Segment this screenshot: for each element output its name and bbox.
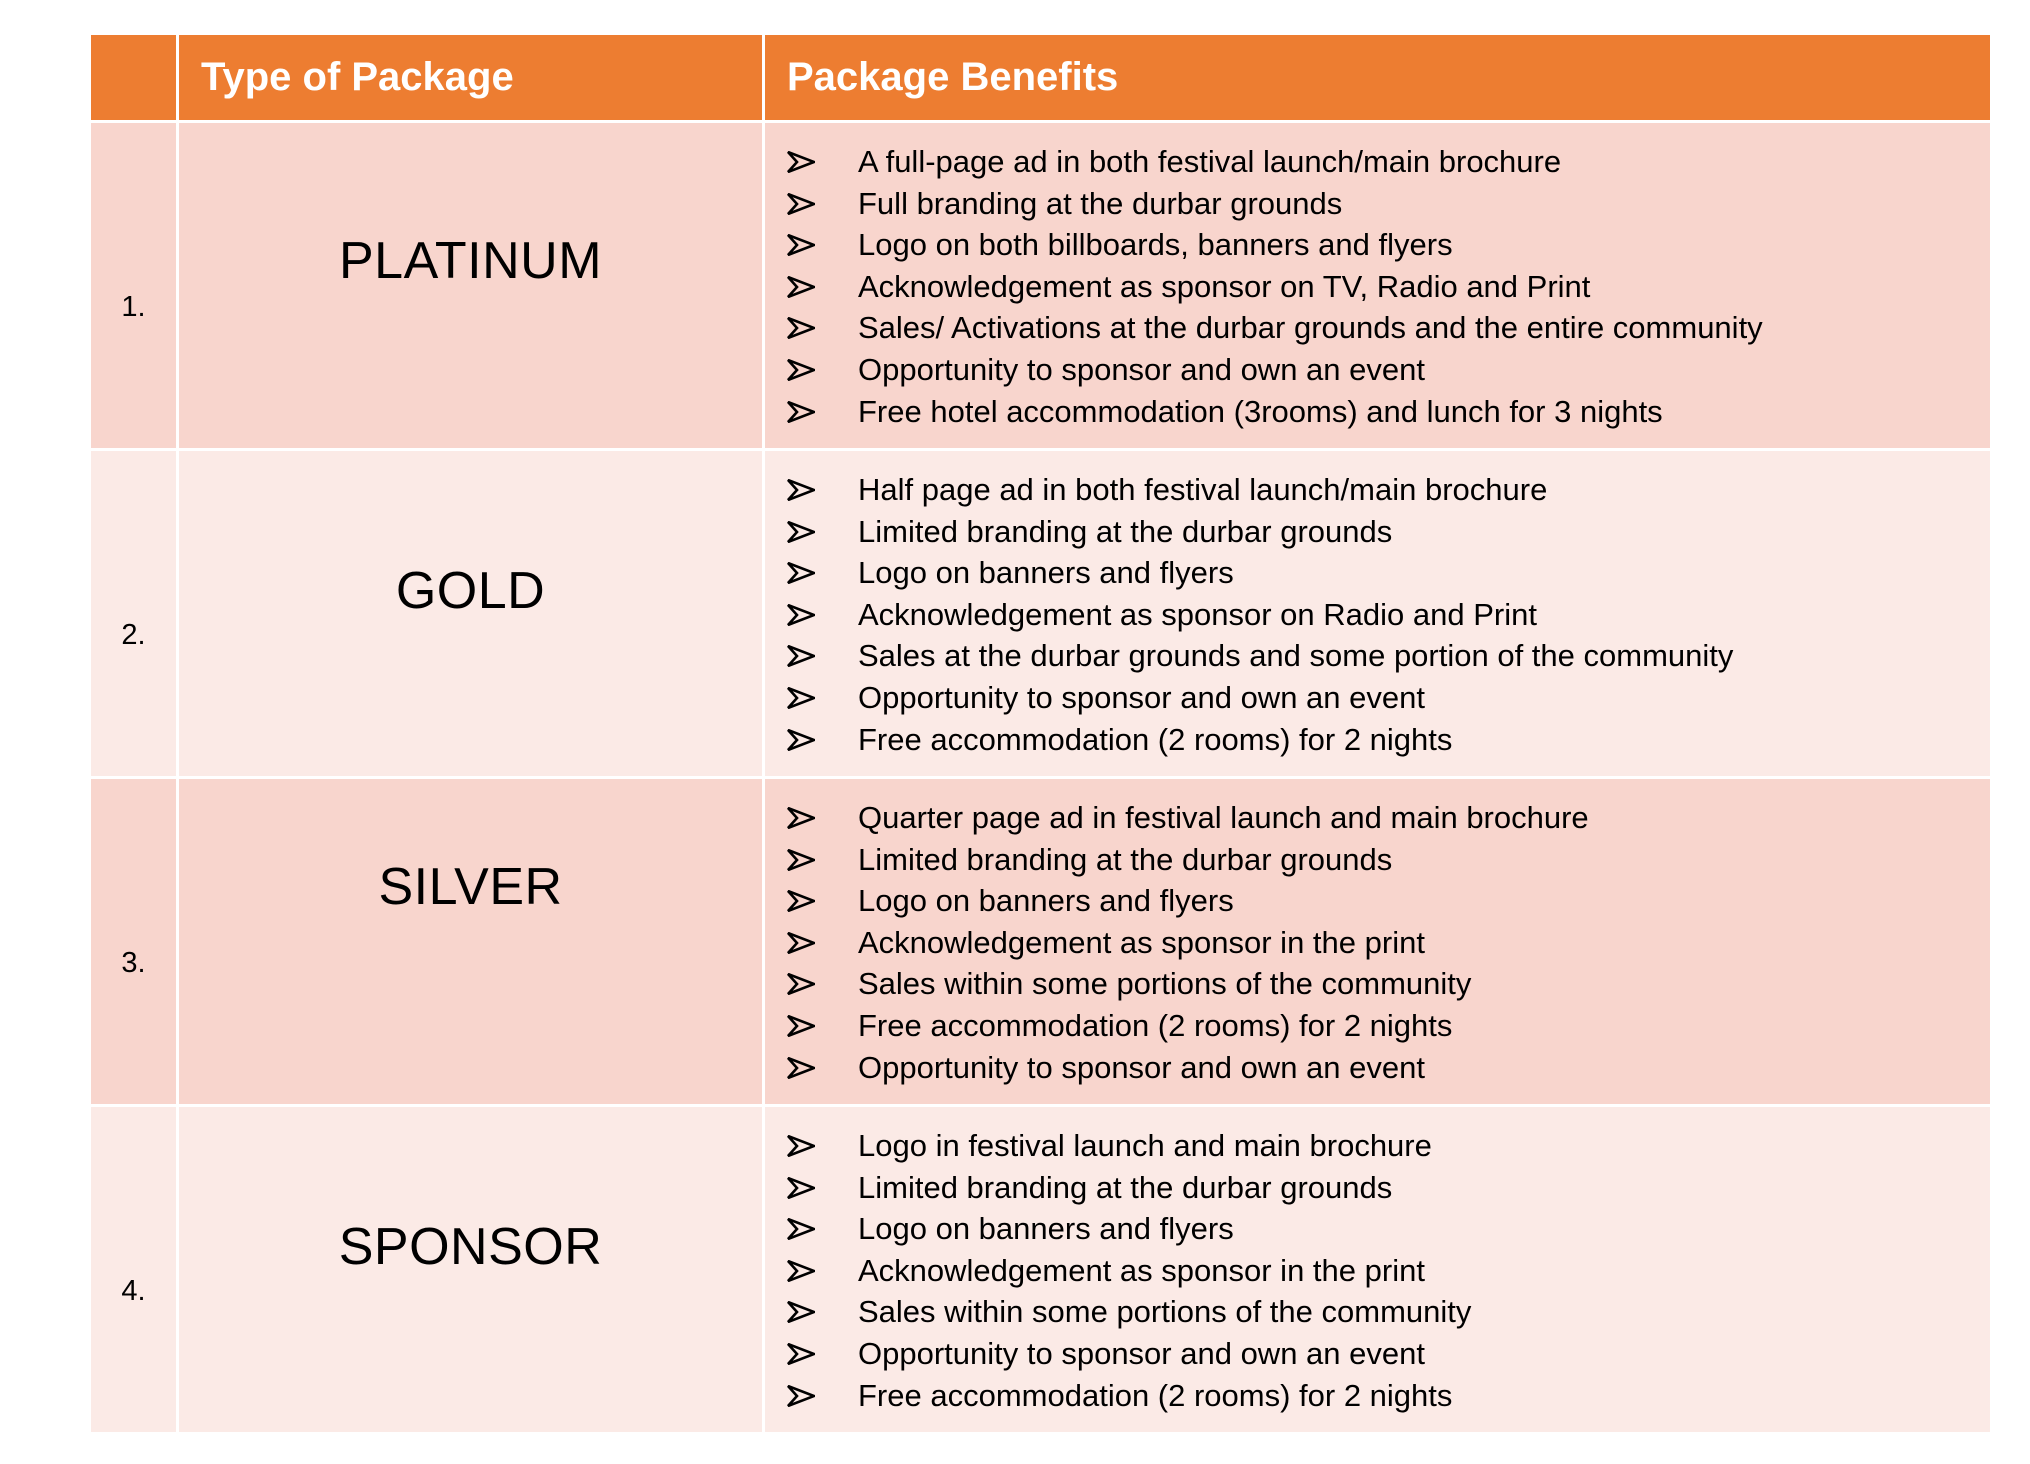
benefit-text: Logo on both billboards, banners and flyers <box>858 227 1453 263</box>
arrowhead-bullet-icon <box>787 807 815 829</box>
benefit-list <box>765 797 1990 1088</box>
benefit-item <box>765 635 1990 677</box>
benefit-text: Free accommodation (2 rooms) for 2 nights <box>858 1377 1453 1413</box>
benefit-item <box>765 183 1990 225</box>
benefit-text: Logo on banners and flyers <box>858 555 1234 591</box>
benefit-text: Sales/ Activations at the durbar grounds and the entire community <box>858 310 1763 346</box>
benefit-text: Free hotel accommodation (3rooms) and lunch for 3 nights <box>858 393 1663 429</box>
package-type-cell <box>178 778 764 1106</box>
benefit-list <box>765 141 1990 432</box>
benefit-text: Logo on banners and flyers <box>858 1211 1234 1247</box>
benefit-text: Limited branding at the durbar grounds <box>858 841 1393 877</box>
benefit-item <box>765 511 1990 553</box>
arrowhead-bullet-icon <box>787 645 815 667</box>
package-number-cell <box>90 778 178 1106</box>
benefit-item <box>765 1333 1990 1375</box>
package-name: GOLD <box>395 562 546 620</box>
package-number-cell <box>90 450 178 778</box>
arrowhead-bullet-icon <box>787 1343 815 1365</box>
header-number-cell <box>90 34 178 122</box>
benefit-item <box>765 1375 1990 1417</box>
benefit-text: Acknowledgement as sponsor in the print <box>858 1252 1425 1288</box>
benefit-item <box>765 141 1990 183</box>
benefit-text: Opportunity to sponsor and own an event <box>858 351 1425 387</box>
benefit-item <box>765 552 1990 594</box>
arrowhead-bullet-icon <box>787 849 815 871</box>
arrowhead-bullet-icon <box>787 604 815 626</box>
arrowhead-bullet-icon <box>787 479 815 501</box>
benefit-item <box>765 880 1990 922</box>
benefit-item <box>765 349 1990 391</box>
arrowhead-bullet-icon <box>787 1218 815 1240</box>
benefit-text: A full-page ad in both festival launch/main brochure <box>858 144 1562 179</box>
benefit-text: Logo on banners and flyers <box>858 883 1234 919</box>
benefit-item <box>765 391 1990 433</box>
arrowhead-bullet-icon <box>787 890 815 912</box>
benefit-item <box>765 839 1990 881</box>
package-number: 1. <box>121 291 146 323</box>
benefit-item <box>765 677 1990 719</box>
header-package-benefits: Package Benefits <box>764 34 1992 122</box>
table-header-row <box>90 34 1992 122</box>
package-type-cell <box>178 122 764 450</box>
benefit-item <box>765 1125 1990 1167</box>
benefit-text: Sales within some portions of the community <box>858 1294 1472 1330</box>
benefit-item <box>765 1250 1990 1292</box>
benefit-list <box>765 1125 1990 1416</box>
package-row-gold <box>90 450 1992 778</box>
benefit-item <box>765 1291 1990 1333</box>
benefit-item <box>765 1167 1990 1209</box>
benefit-text: Logo in festival launch and main brochure <box>858 1128 1432 1163</box>
sponsorship-packages-table <box>88 32 1993 1435</box>
package-number-cell <box>90 1106 178 1434</box>
benefit-text: Opportunity to sponsor and own an event <box>858 1335 1425 1371</box>
benefit-text: Limited branding at the durbar grounds <box>858 513 1393 549</box>
package-benefits-cell <box>764 1106 1992 1434</box>
benefit-text: Opportunity to sponsor and own an event <box>858 679 1425 715</box>
benefit-text: Half page ad in both festival launch/main brochure <box>858 472 1548 507</box>
arrowhead-bullet-icon <box>787 359 815 381</box>
arrowhead-bullet-icon <box>787 521 815 543</box>
arrowhead-bullet-icon <box>787 1385 815 1407</box>
package-type-cell <box>178 1106 764 1434</box>
package-number-cell <box>90 122 178 450</box>
package-number: 4. <box>121 1275 146 1307</box>
benefit-item <box>765 922 1990 964</box>
arrowhead-bullet-icon <box>787 973 815 995</box>
header-type-of-package: Type of Package <box>178 34 764 122</box>
benefit-item <box>765 224 1990 266</box>
arrowhead-bullet-icon <box>787 317 815 339</box>
benefit-item <box>765 963 1990 1005</box>
arrowhead-bullet-icon <box>787 151 815 173</box>
benefit-item <box>765 719 1990 761</box>
package-name: SPONSOR <box>338 1218 603 1276</box>
benefit-list <box>765 469 1990 760</box>
arrowhead-bullet-icon <box>787 1057 815 1079</box>
benefit-text: Quarter page ad in festival launch and main brochure <box>858 800 1589 835</box>
benefit-item <box>765 307 1990 349</box>
benefit-text: Sales within some portions of the community <box>858 966 1472 1002</box>
arrowhead-bullet-icon <box>787 1301 815 1323</box>
arrowhead-bullet-icon <box>787 729 815 751</box>
benefit-text: Opportunity to sponsor and own an event <box>858 1049 1425 1085</box>
benefit-item <box>765 1005 1990 1047</box>
arrowhead-bullet-icon <box>787 1177 815 1199</box>
package-number: 2. <box>121 619 146 651</box>
benefit-text: Full branding at the durbar grounds <box>858 185 1343 221</box>
package-name: SILVER <box>378 858 563 916</box>
benefit-item <box>765 469 1990 511</box>
benefit-text: Free accommodation (2 rooms) for 2 nights <box>858 721 1453 757</box>
benefit-text: Sales at the durbar grounds and some portion of the community <box>858 638 1734 674</box>
arrowhead-bullet-icon <box>787 932 815 954</box>
arrowhead-bullet-icon <box>787 234 815 256</box>
package-benefits-cell <box>764 450 1992 778</box>
package-type-cell <box>178 450 764 778</box>
arrowhead-bullet-icon <box>787 562 815 584</box>
benefit-text: Free accommodation (2 rooms) for 2 nights <box>858 1007 1453 1043</box>
package-number: 3. <box>121 947 146 979</box>
package-benefits-cell <box>764 778 1992 1106</box>
arrowhead-bullet-icon <box>787 276 815 298</box>
benefit-text: Acknowledgement as sponsor on Radio and Print <box>858 596 1537 632</box>
arrowhead-bullet-icon <box>787 193 815 215</box>
benefit-item <box>765 1208 1990 1250</box>
benefit-text: Acknowledgement as sponsor in the print <box>858 924 1425 960</box>
benefit-item <box>765 1047 1990 1089</box>
package-row-silver <box>90 778 1992 1106</box>
package-row-platinum <box>90 122 1992 450</box>
benefit-item <box>765 594 1990 636</box>
arrowhead-bullet-icon <box>787 401 815 423</box>
arrowhead-bullet-icon <box>787 1260 815 1282</box>
benefit-item <box>765 797 1990 839</box>
arrowhead-bullet-icon <box>787 1015 815 1037</box>
benefit-text: Limited branding at the durbar grounds <box>858 1169 1393 1205</box>
arrowhead-bullet-icon <box>787 1135 815 1157</box>
package-name: PLATINUM <box>338 232 603 290</box>
benefit-text: Acknowledgement as sponsor on TV, Radio and Print <box>858 268 1591 304</box>
arrowhead-bullet-icon <box>787 687 815 709</box>
package-row-sponsor <box>90 1106 1992 1434</box>
package-benefits-cell <box>764 122 1992 450</box>
benefit-item <box>765 266 1990 308</box>
